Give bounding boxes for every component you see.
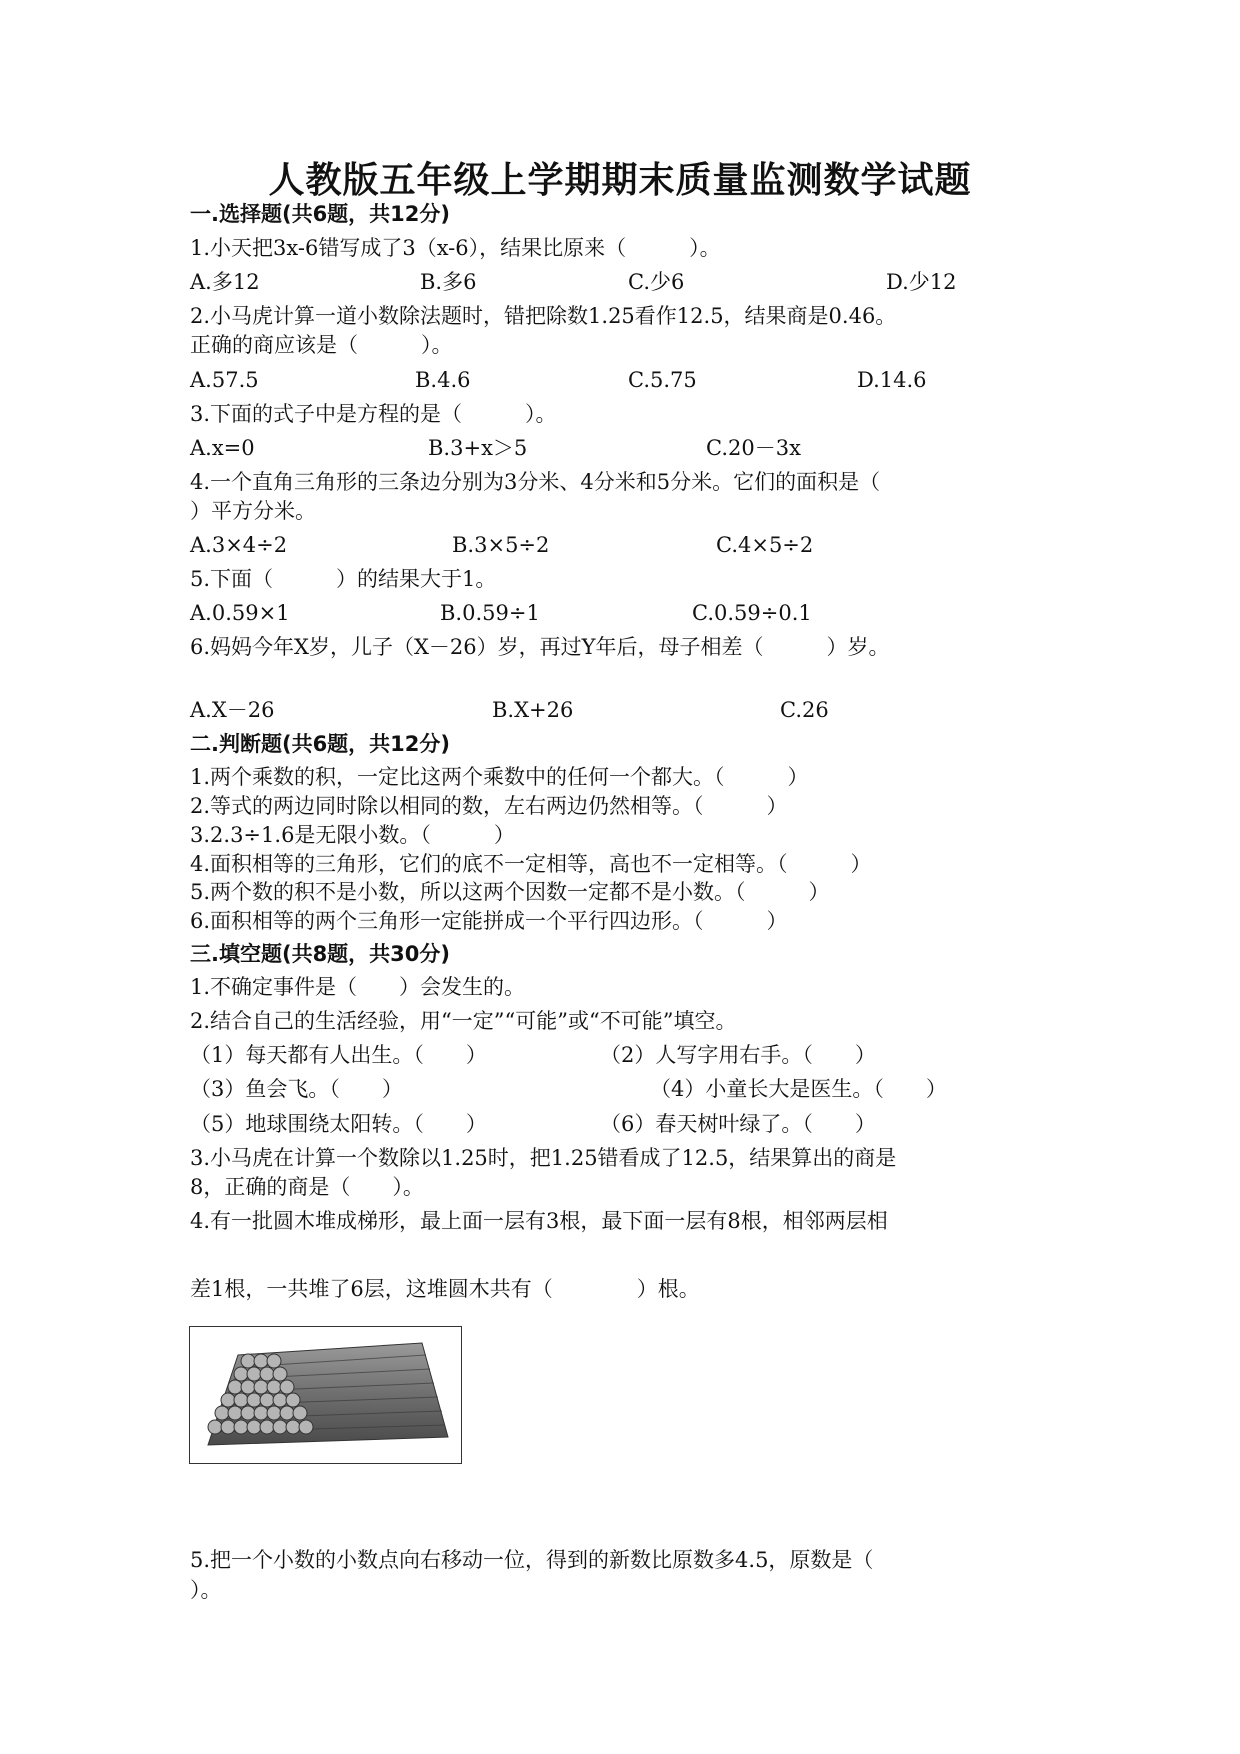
option-a: A.57.5: [190, 368, 259, 392]
sub-item: （4）小童长大是医生。（ ）: [650, 1077, 947, 1101]
option-b: B.0.59÷1: [440, 601, 540, 625]
page-title: 人教版五年级上学期期末质量监测数学试题: [268, 160, 972, 201]
judgment-item: 4.面积相等的三角形，它们的底不一定相等，高也不一定相等。（ ）: [190, 852, 872, 876]
option-c: C.26: [780, 698, 829, 722]
option-d: D.少12: [886, 270, 957, 294]
option-b: B.多6: [420, 270, 477, 294]
judgment-item: 3.2.3÷1.6是无限小数。（ ）: [190, 823, 515, 847]
option-d: D.14.6: [857, 368, 927, 392]
option-a: A.0.59×1: [190, 601, 290, 625]
option-a: A.多12: [190, 270, 260, 294]
sub-item: （2）人写字用右手。（ ）: [600, 1043, 876, 1067]
option-c: C.20－3x: [706, 436, 801, 460]
question-text: 3.小马虎在计算一个数除以1.25时，把1.25错看成了12.5，结果算出的商是: [190, 1146, 897, 1170]
question-text: 4.有一批圆木堆成梯形，最上面一层有3根，最下面一层有8根，相邻两层相: [190, 1209, 888, 1233]
question-text: 1.小天把3x-6错写成了3（x-6），结果比原来（ ）。: [190, 236, 721, 260]
log-pile-illustration: [190, 1327, 461, 1463]
question-text: 1.不确定事件是（ ）会发生的。: [190, 975, 526, 999]
question-text: 正确的商应该是（ ）。: [190, 333, 453, 357]
option-c: C.少6: [628, 270, 685, 294]
question-text: 差1根，一共堆了6层，这堆圆木共有（ ）根。: [190, 1277, 700, 1301]
sub-item: （3）鱼会飞。（ ）: [190, 1077, 403, 1101]
section-heading-choice: 一.选择题(共6题，共12分): [190, 202, 451, 226]
question-text: 5.下面（ ）的结果大于1。: [190, 567, 497, 591]
judgment-item: 2.等式的两边同时除以相同的数，左右两边仍然相等。（ ）: [190, 794, 788, 818]
sub-item: （5）地球围绕太阳转。（ ）: [190, 1112, 487, 1136]
question-text: 3.下面的式子中是方程的是（ ）。: [190, 402, 557, 426]
judgment-item: 5.两个数的积不是小数，所以这两个因数一定都不是小数。（ ）: [190, 880, 830, 904]
log-pile-image: [189, 1326, 462, 1464]
option-b: B.3×5÷2: [452, 533, 550, 557]
option-b: B.3+x＞5: [428, 436, 528, 460]
question-text: 2.结合自己的生活经验，用“一定”“可能”或“不可能”填空。: [190, 1009, 737, 1033]
option-a: A.3×4÷2: [190, 533, 288, 557]
option-c: C.5.75: [628, 368, 697, 392]
judgment-item: 1.两个乘数的积，一定比这两个乘数中的任何一个都大。（ ）: [190, 765, 809, 789]
question-text: 2.小马虎计算一道小数除法题时，错把除数1.25看作12.5，结果商是0.46。: [190, 304, 897, 328]
option-a: A.x=0: [190, 436, 255, 460]
option-a: A.X－26: [190, 698, 275, 722]
option-b: B.X+26: [492, 698, 574, 722]
option-c: C.0.59÷0.1: [692, 601, 812, 625]
sub-item: （6）春天树叶绿了。（ ）: [600, 1112, 876, 1136]
sub-item: （1）每天都有人出生。（ ）: [190, 1043, 487, 1067]
question-text: 4.一个直角三角形的三条边分别为3分米、4分米和5分米。它们的面积是（: [190, 470, 881, 494]
judgment-item: 6.面积相等的两个三角形一定能拼成一个平行四边形。（ ）: [190, 909, 788, 933]
option-b: B.4.6: [415, 368, 471, 392]
option-c: C.4×5÷2: [716, 533, 814, 557]
question-text: 6.妈妈今年X岁，儿子（X－26）岁，再过Y年后，母子相差（ ）岁。: [190, 635, 890, 659]
question-text: 5.把一个小数的小数点向右移动一位，得到的新数比原数多4.5，原数是（: [190, 1548, 874, 1572]
question-text: ）平方分米。: [190, 499, 316, 523]
question-text: 8，正确的商是（ ）。: [190, 1175, 424, 1199]
question-text: ）。: [190, 1578, 222, 1602]
section-heading-judgment: 二.判断题(共6题，共12分): [190, 732, 451, 756]
section-heading-fill: 三.填空题(共8题，共30分): [190, 942, 451, 966]
